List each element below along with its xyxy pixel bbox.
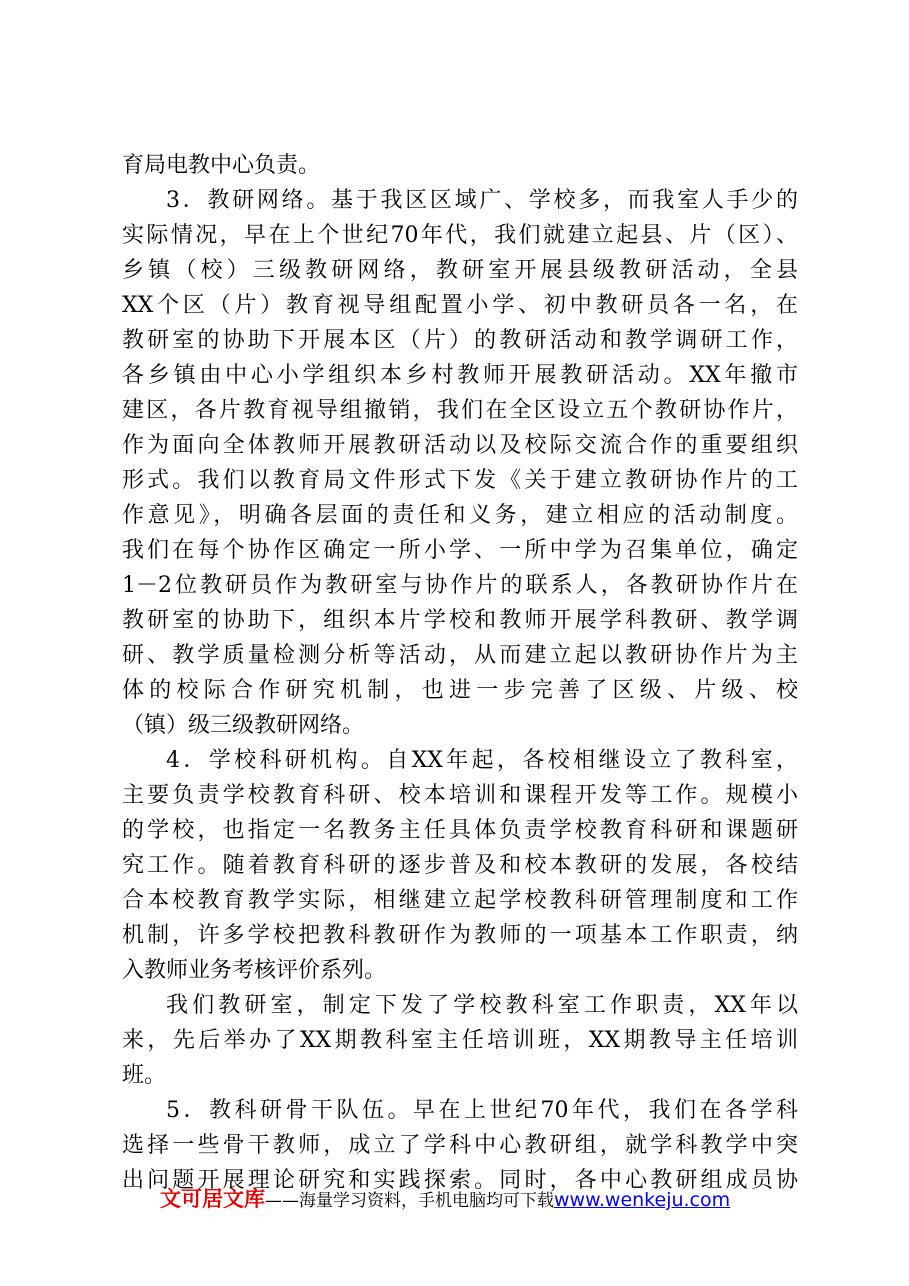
text-line: 班。 — [122, 1063, 167, 1088]
text-line: 选择一些骨干教师，成立了学科中心教研组，就学科教学中突 — [122, 1133, 798, 1158]
text-line: 5．教科研骨干队伍。早在上世纪70年代，我们在各学科 — [166, 1098, 798, 1123]
text-line: 教研室的协助下，组织本片学校和教师开展学科教研、教学调 — [122, 608, 798, 633]
text-line: 体的校际合作研究机制，也进一步完善了区级、片级、校 — [122, 678, 798, 703]
text-line: 出问题开展理论研究和实践探索。同时，各中心教研组成员协 — [122, 1168, 798, 1193]
text-line: 1－2位教研员作为教研室与协作片的联系人，各教研协作片在 — [122, 573, 798, 598]
footer-banner — [160, 1183, 780, 1215]
website-link[interactable]: www.wenkeju.com — [554, 1189, 731, 1211]
text-line: 3．教研网络。基于我区区域广、学校多，而我室人手少的 — [166, 188, 798, 213]
brand-name: 文可居文库 — [160, 1187, 265, 1211]
text-line: 我们教研室，制定下发了学校教科室工作职责，XX年以 — [166, 993, 798, 1018]
text-line: 作为面向全体教师开展教研活动以及校际交流合作的重要组织 — [122, 433, 798, 458]
text-line: 主要负责学校教育科研、校本培训和课程开发等工作。规模小 — [122, 783, 798, 808]
text-line: 4．学校科研机构。自XX年起，各校相继设立了教科室， — [166, 748, 798, 773]
text-line: 建区，各片教育视导组撤销，我们在全区设立五个教研协作片， — [122, 398, 798, 423]
text-line: 研、教学质量检测分析等活动，从而建立起以教研协作片为主 — [122, 643, 798, 668]
text-line: 各乡镇由中心小学组织本乡村教师开展教研活动。XX年撤市 — [122, 363, 798, 388]
footer-slogan: ——海量学习资料，手机电脑均可下载 — [265, 1191, 554, 1211]
text-line: 实际情况，早在上个世纪70年代，我们就建立起县、片（区）、 — [122, 223, 798, 248]
text-line: 教研室的协助下开展本区（片）的教研活动和教学调研工作， — [122, 328, 798, 353]
text-line: 机制，许多学校把教科教研作为教师的一项基本工作职责，纳 — [122, 923, 798, 948]
text-line: 育局电教中心负责。 — [122, 153, 321, 178]
text-line: 来，先后举办了XX期教科室主任培训班，XX期教导主任培训 — [122, 1028, 798, 1053]
document-body — [122, 148, 798, 1198]
text-line: 乡镇（校）三级教研网络，教研室开展县级教研活动，全县 — [122, 258, 798, 283]
text-line: 究工作。随着教育科研的逐步普及和校本教研的发展，各校结 — [122, 853, 798, 878]
text-line: 我们在每个协作区确定一所小学、一所中学为召集单位，确定 — [122, 538, 798, 563]
text-line: （镇）级三级教研网络。 — [122, 713, 365, 738]
text-line: 作意见》，明确各层面的责任和义务，建立相应的活动制度。 — [122, 503, 798, 528]
text-line: XX个区（片）教育视导组配置小学、初中教研员各一名，在 — [122, 293, 798, 318]
text-line: 合本校教育教学实际，相继建立起学校教科研管理制度和工作 — [122, 888, 798, 913]
text-line: 入教师业务考核评价系列。 — [122, 958, 387, 983]
text-line: 形式。我们以教育局文件形式下发《关于建立教研协作片的工 — [122, 468, 798, 493]
text-line: 的学校，也指定一名教务主任具体负责学校教育科研和课题研 — [122, 818, 798, 843]
